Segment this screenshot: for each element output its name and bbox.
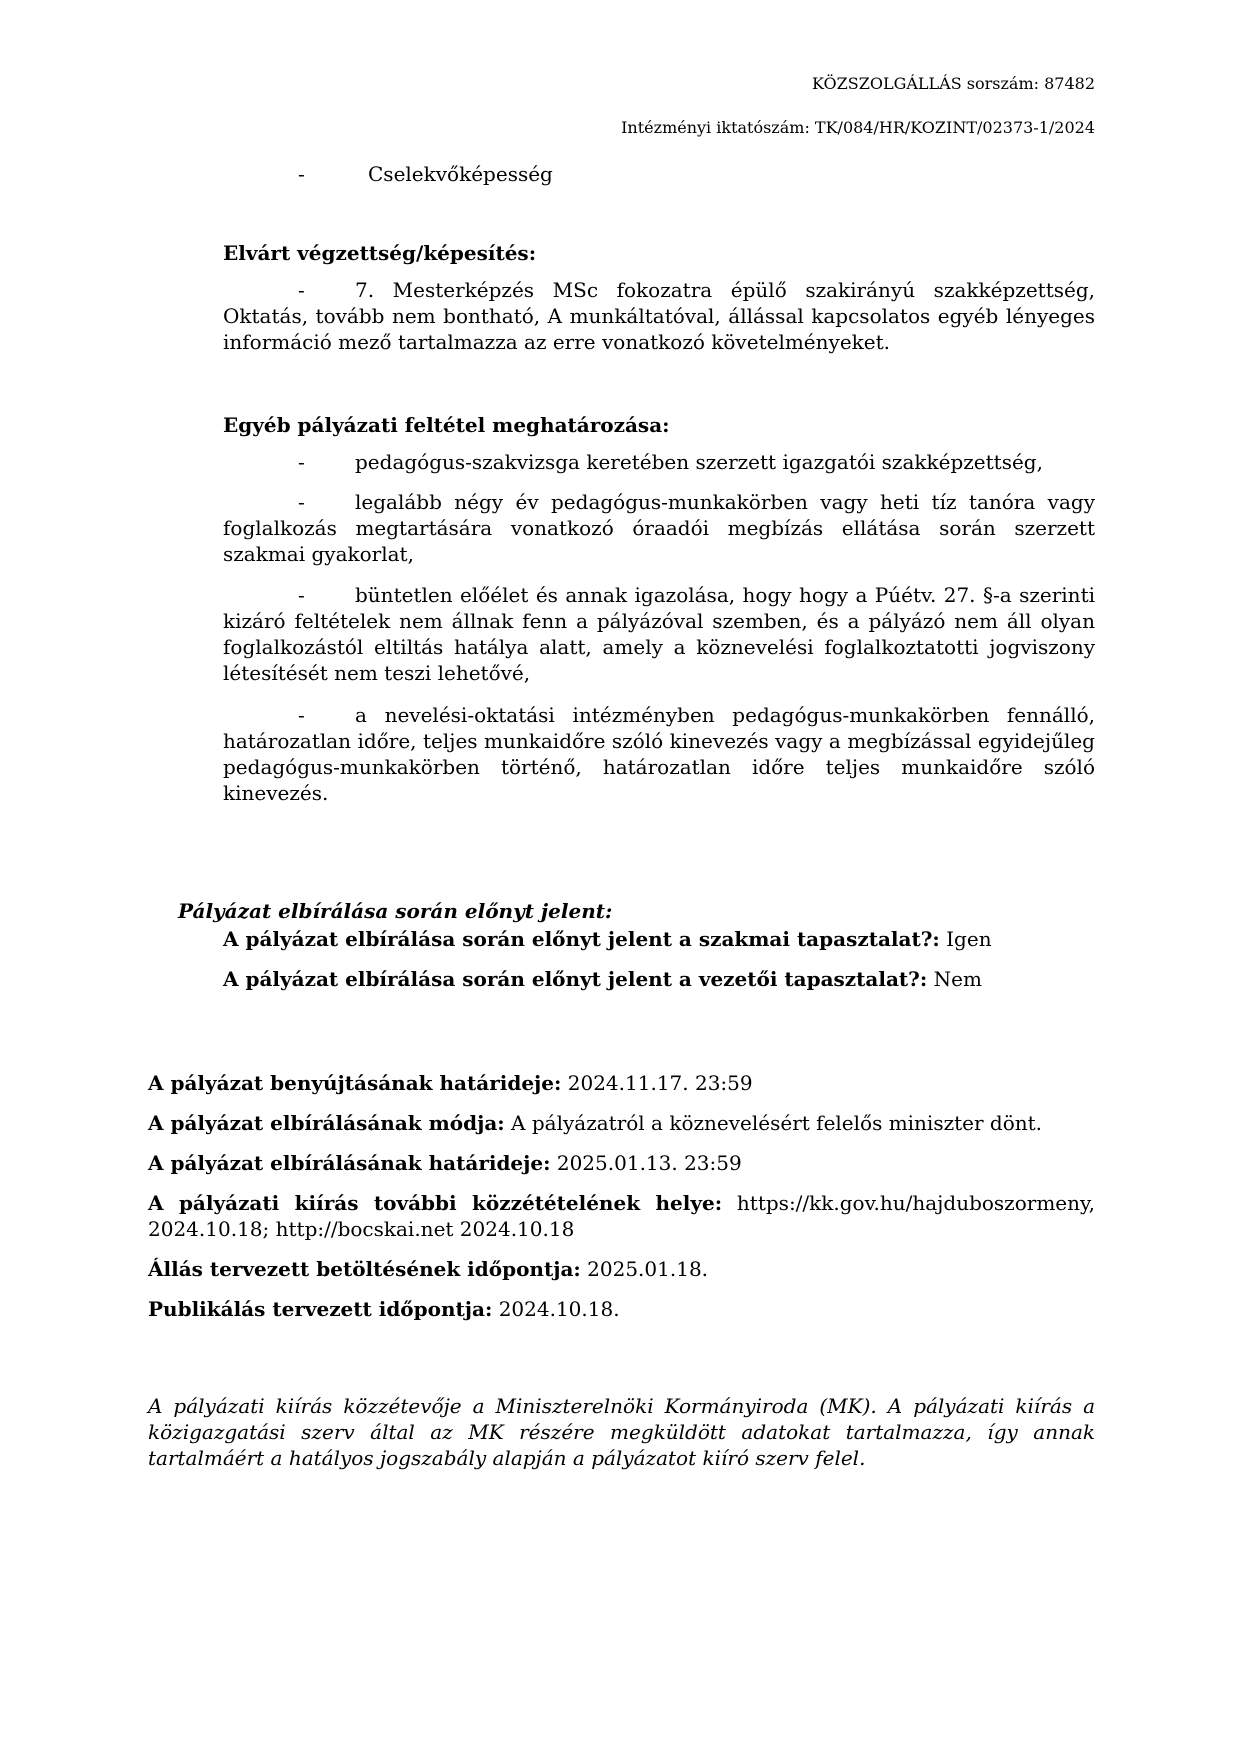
detail-value: 2025.01.18. — [587, 1257, 709, 1281]
bullet-dash: - — [298, 490, 305, 514]
advantage-value: Igen — [946, 927, 992, 951]
list-item — [223, 489, 1095, 567]
detail-row — [148, 1150, 742, 1176]
bullet-dash: - — [298, 583, 305, 607]
detail-row — [148, 1110, 1042, 1136]
detail-row — [148, 1070, 753, 1096]
advantage-label: A pályázat elbírálása során előnyt jelent a vezetői tapasztalat?: — [223, 967, 928, 991]
advantage-item — [223, 926, 992, 952]
advantage-label: A pályázat elbírálása során előnyt jelent a szakmai tapasztalat?: — [223, 927, 940, 951]
detail-label: A pályázat elbírálásának módja: — [148, 1111, 505, 1135]
detail-label: Publikálás tervezett időpontja: — [148, 1297, 493, 1321]
list-item-text: pedagógus-szakvizsga keretében szerzett igazgatói szakképzettség, — [355, 450, 1043, 474]
bullet-dash: - — [298, 162, 305, 186]
detail-value: 2024.10.18. — [498, 1297, 620, 1321]
serial-number: KÖZSZOLGÁLLÁS sorszám: 87482 — [812, 74, 1095, 93]
detail-row — [148, 1256, 708, 1282]
list-item — [223, 277, 1095, 355]
section-heading-advantage: Pályázat elbírálása során előnyt jelent: — [178, 899, 613, 923]
bullet-dash: - — [298, 703, 305, 727]
advantage-item — [223, 966, 982, 992]
list-item-text: legalább négy év pedagógus-munkakörben vagy heti tíz tanóra vagy foglalkozás megtartására vonatkozó óraadói megbízás ellátása során szerzett szakmai gyakorlat, — [223, 490, 1095, 566]
detail-value: 2024.11.17. 23:59 — [567, 1071, 753, 1095]
registration-number: Intézményi iktatószám: TK/084/HR/KOZINT/02373-1/2024 — [621, 118, 1095, 137]
detail-row — [148, 1296, 620, 1322]
detail-value: A pályázatról a köznevelésért felelős miniszter dönt. — [511, 1111, 1043, 1135]
footer-note: A pályázati kiírás közzétevője a Miniszterelnöki Kormányiroda (MK). A pályázati kiírás a közigazgatási szerv által az MK részére megküldött adatokat tartalmazza, így annak tartalmáért a hatályos jogszabály alapján a pályázatot kiíró szerv felel. — [148, 1394, 1095, 1470]
detail-label: A pályázat benyújtásának határideje: — [148, 1071, 562, 1095]
list-item — [223, 449, 1095, 475]
detail-label: A pályázati kiírás további közzétételének helye: — [148, 1191, 723, 1215]
detail-label: A pályázat elbírálásának határideje: — [148, 1151, 551, 1175]
list-item-text: a nevelési-oktatási intézményben pedagógus-munkakörben fennálló, határozatlan időre, teljes munkaidőre szóló kinevezés vagy a megbízással egyidejűleg pedagógus-munkakörben történő, határozatlan időre teljes munkaidőre szóló kinevezés. — [223, 703, 1095, 805]
list-item — [223, 582, 1095, 686]
list-item-text: 7. Mesterképzés MSc fokozatra épülő szakirányú szakképzettség, Oktatás, tovább nem bontható, A munkáltatóval, állással kapcsolatos egyéb lényeges információ mező tartalmazza az erre vonatkozó követelményeket. — [223, 278, 1095, 354]
detail-row — [148, 1190, 1095, 1242]
list-item: Cselekvőképesség — [368, 162, 553, 186]
list-item — [223, 702, 1095, 806]
detail-value: https://kk.gov.hu/hajduboszormeny, 2024.10.18; http://bocskai.net 2024.10.18 — [148, 1191, 1095, 1241]
advantage-value: Nem — [933, 967, 982, 991]
detail-label: Állás tervezett betöltésének időpontja: — [148, 1257, 581, 1281]
detail-value: 2025.01.13. 23:59 — [556, 1151, 742, 1175]
list-item-text: büntetlen előélet és annak igazolása, hogy hogy a Púétv. 27. §-a szerinti kizáró feltételek nem állnak fenn a pályázóval szemben, és a pályázó nem áll olyan foglalkozástól eltiltás hatálya alatt, amely a köznevelési foglalkoztatotti jogviszony létesítését nem teszi lehetővé, — [223, 583, 1095, 685]
bullet-dash: - — [298, 450, 305, 474]
section-heading-qualification: Elvárt végzettség/képesítés: — [223, 241, 537, 265]
section-heading-conditions: Egyéb pályázati feltétel meghatározása: — [223, 413, 670, 437]
bullet-dash: - — [298, 278, 305, 302]
